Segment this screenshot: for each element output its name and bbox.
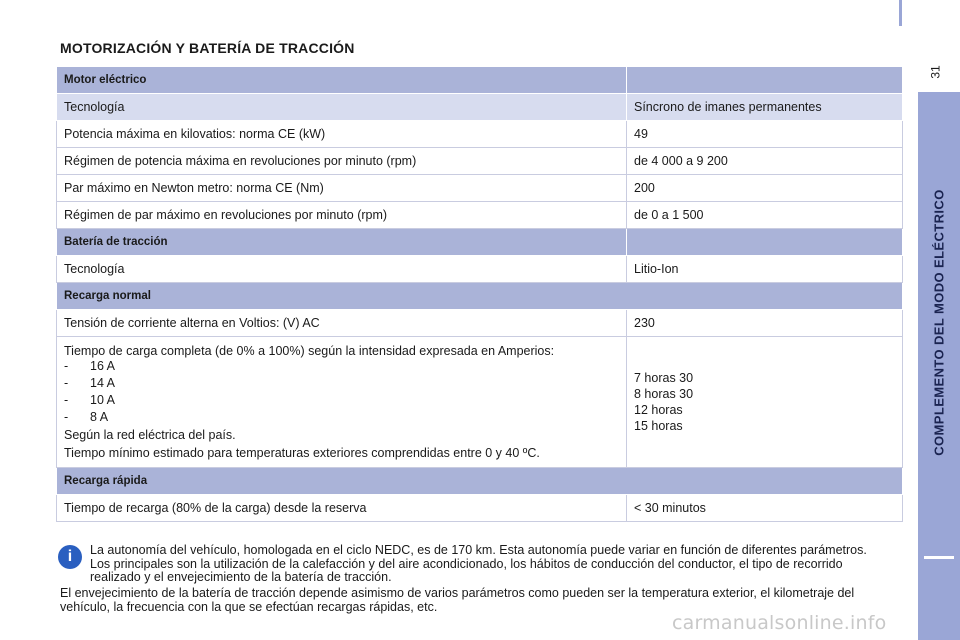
row-label: Tecnología [57,256,627,283]
table-row [57,121,903,148]
page-title: MOTORIZACIÓN Y BATERÍA DE TRACCIÓN [60,40,355,56]
charge-note-temperature: Tiempo mínimo estimado para temperaturas exteriores comprendidas entre 0 y 40 ºC. [64,446,540,460]
list-item: - 16 A [64,359,116,373]
table-row [57,310,903,337]
charge-time-value: 12 horas [634,403,683,417]
row-label: Régimen de potencia máxima en revoluciones por minuto (rpm) [57,148,627,175]
table-row [57,175,903,202]
battery-aging-note: El envejecimiento de la batería de tracción depende asimismo de varios parámetros como pueden ser la temperatura exterior, el kilometraje del vehículo, la frecuencia con la que se efectúan recargas rápidas, etc. [60,586,855,614]
table-row [57,256,903,283]
charge-time-values-cell [627,337,903,468]
list-item: - 14 A [64,376,116,390]
row-value: 230 [627,310,903,337]
row-value: de 0 a 1 500 [627,202,903,229]
charge-time-label-cell [57,337,627,468]
charge-time-value: 8 horas 30 [634,387,694,401]
row-label: Tiempo de recarga (80% de la carga) desde la reserva [57,495,627,522]
info-icon: i [58,545,82,569]
section-title: Recarga normal [57,283,903,310]
row-value: Litio-Ion [627,256,903,283]
charge-time-value: 15 horas [634,419,683,433]
spec-table [56,66,903,522]
battery-section-header [57,229,903,256]
section-title: Motor eléctrico [57,67,627,94]
row-value: de 4 000 a 9 200 [627,148,903,175]
autonomy-note: La autonomía del vehículo, homologada en el ciclo NEDC, es de 170 km. Esta autonomía puede variar en función de diferentes parámetros. Los principales son la utilización de la calefacción y del aire acondicionado, los hábitos de conducción del conductor, el tipo de recorrido realizado y el envejecimiento de la batería de tracción. [90,543,867,584]
fast-charge-section-header [57,468,903,495]
normal-charge-section-header [57,283,903,310]
charge-time-row [57,337,903,468]
list-item: - 10 A [64,393,116,407]
table-row [57,202,903,229]
list-item: - 8 A [64,410,109,424]
row-value: < 30 minutos [627,495,903,522]
row-value: Síncrono de imanes permanentes [627,94,903,121]
table-row [57,495,903,522]
charge-note-network: Según la red eléctrica del país. [64,428,236,442]
row-label: Par máximo en Newton metro: norma CE (Nm) [57,175,627,202]
charge-time-value: 7 horas 30 [634,371,694,385]
top-edge-mark [899,0,902,26]
row-label: Tecnología [57,94,627,121]
section-title: Recarga rápida [57,468,903,495]
chapter-side-tab-label: COMPLEMENTO DEL MODO ELÉCTRICO [931,188,947,456]
motor-section-header [57,67,903,94]
row-value: 200 [627,175,903,202]
watermark: carmanualsonline.info [672,612,887,634]
charge-time-intro: Tiempo de carga completa (de 0% a 100%) según la intensidad expresada en Amperios: [64,344,555,358]
row-label: Tensión de corriente alterna en Voltios: (V) AC [57,310,627,337]
row-label: Potencia máxima en kilovatios: norma CE (kW) [57,121,627,148]
page-number: 31 [928,65,943,79]
table-row [57,148,903,175]
row-label: Régimen de par máximo en revoluciones por minuto (rpm) [57,202,627,229]
row-value: 49 [627,121,903,148]
section-title: Batería de tracción [57,229,627,256]
table-row [57,94,903,121]
side-tab-divider [924,556,954,559]
